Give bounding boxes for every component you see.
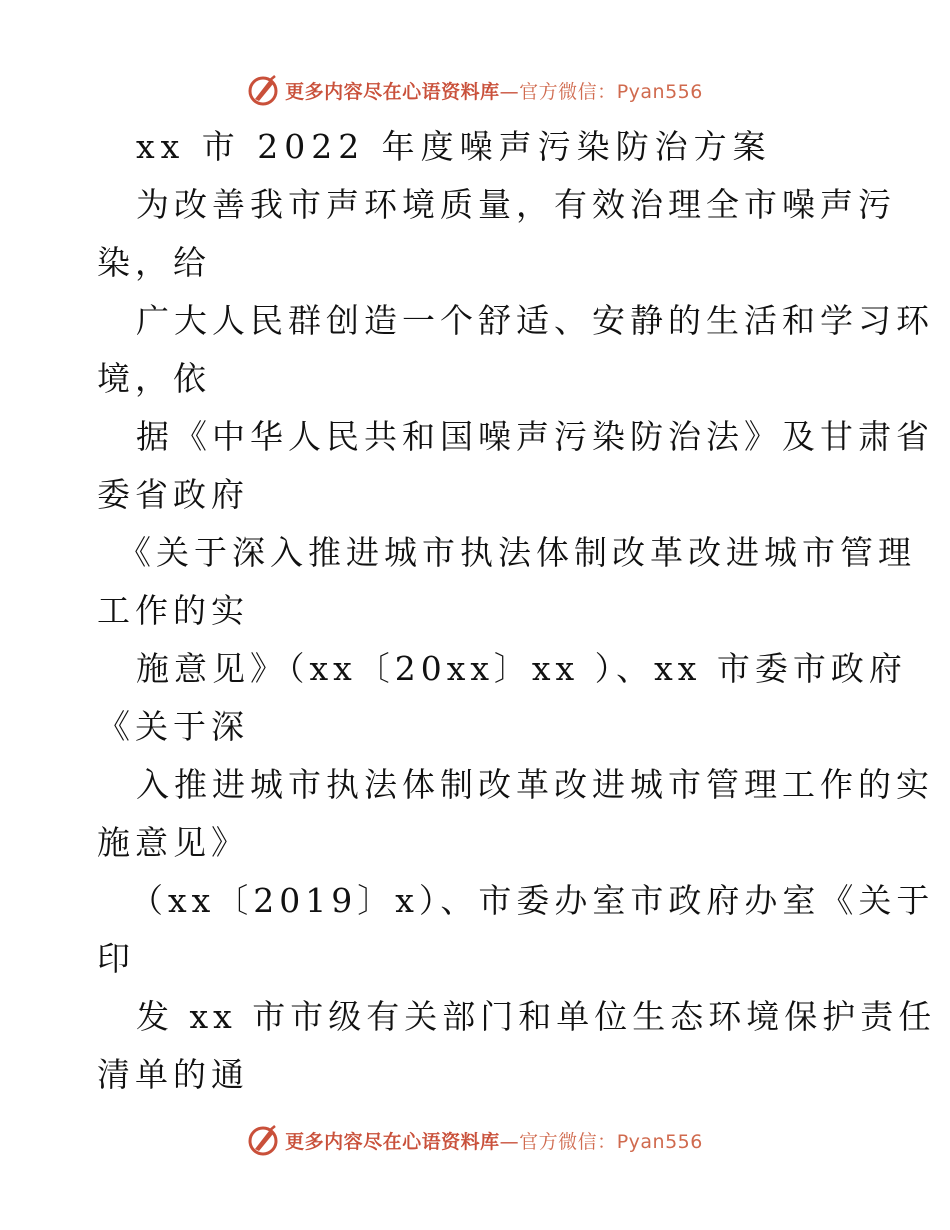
watermark-slogan: 更多内容尽在心语资料库 xyxy=(285,1130,500,1153)
paragraph-line: 印 xyxy=(97,939,135,978)
paragraph-line: 染，给 xyxy=(97,243,211,282)
paragraph-line: （xx〔2019〕x）、市委办室市政府办室《关于 xyxy=(130,881,935,920)
paragraph-line: 入推进城市执法体制改革改进城市管理工作的实 xyxy=(136,765,934,804)
paragraph-line: 为改善我市声环境质量，有效治理全市噪声污 xyxy=(136,185,896,224)
paragraph-line: 广大人民群创造一个舒适、安静的生活和学习环 xyxy=(136,301,934,340)
watermark-dash: — xyxy=(499,1130,520,1153)
paragraph-line: 施意见》 xyxy=(97,823,249,862)
paragraph-line: 《关于深 xyxy=(97,707,249,746)
watermark-wechat-id: Pyan556 xyxy=(616,80,703,103)
watermark-wechat-label: 官方微信： xyxy=(519,1130,617,1153)
watermark-wechat-label: 官方微信： xyxy=(519,80,617,103)
watermark-wechat-id: Pyan556 xyxy=(616,1130,703,1153)
watermark-footer xyxy=(0,1120,950,1160)
paragraph-line: 发 xx 市市级有关部门和单位生态环境保护责任 xyxy=(136,997,937,1036)
watermark-dash: — xyxy=(499,80,520,103)
paragraph-line: 清单的通 xyxy=(97,1055,249,1094)
paragraph-line: 境，依 xyxy=(97,359,211,398)
paragraph-line: 据《中华人民共和国噪声污染防治法》及甘肃省 xyxy=(136,417,934,456)
paragraph-line: 《关于深入推进城市执法体制改革改进城市管理 xyxy=(118,533,916,572)
watermark-slogan: 更多内容尽在心语资料库 xyxy=(285,80,500,103)
paragraph-line: 委省政府 xyxy=(97,475,249,514)
paragraph-line: 施意见》（xx〔20xx〕xx ）、xx 市委市政府 xyxy=(136,649,907,688)
watermark-text xyxy=(285,77,703,104)
quill-logo-icon xyxy=(247,73,281,107)
document-title: xx 市 2022 年度噪声污染防治方案 xyxy=(136,127,772,166)
watermark-header xyxy=(0,70,950,110)
paragraph-line: 工作的实 xyxy=(97,591,249,630)
quill-logo-icon xyxy=(247,1123,281,1157)
watermark-text xyxy=(285,1127,703,1154)
